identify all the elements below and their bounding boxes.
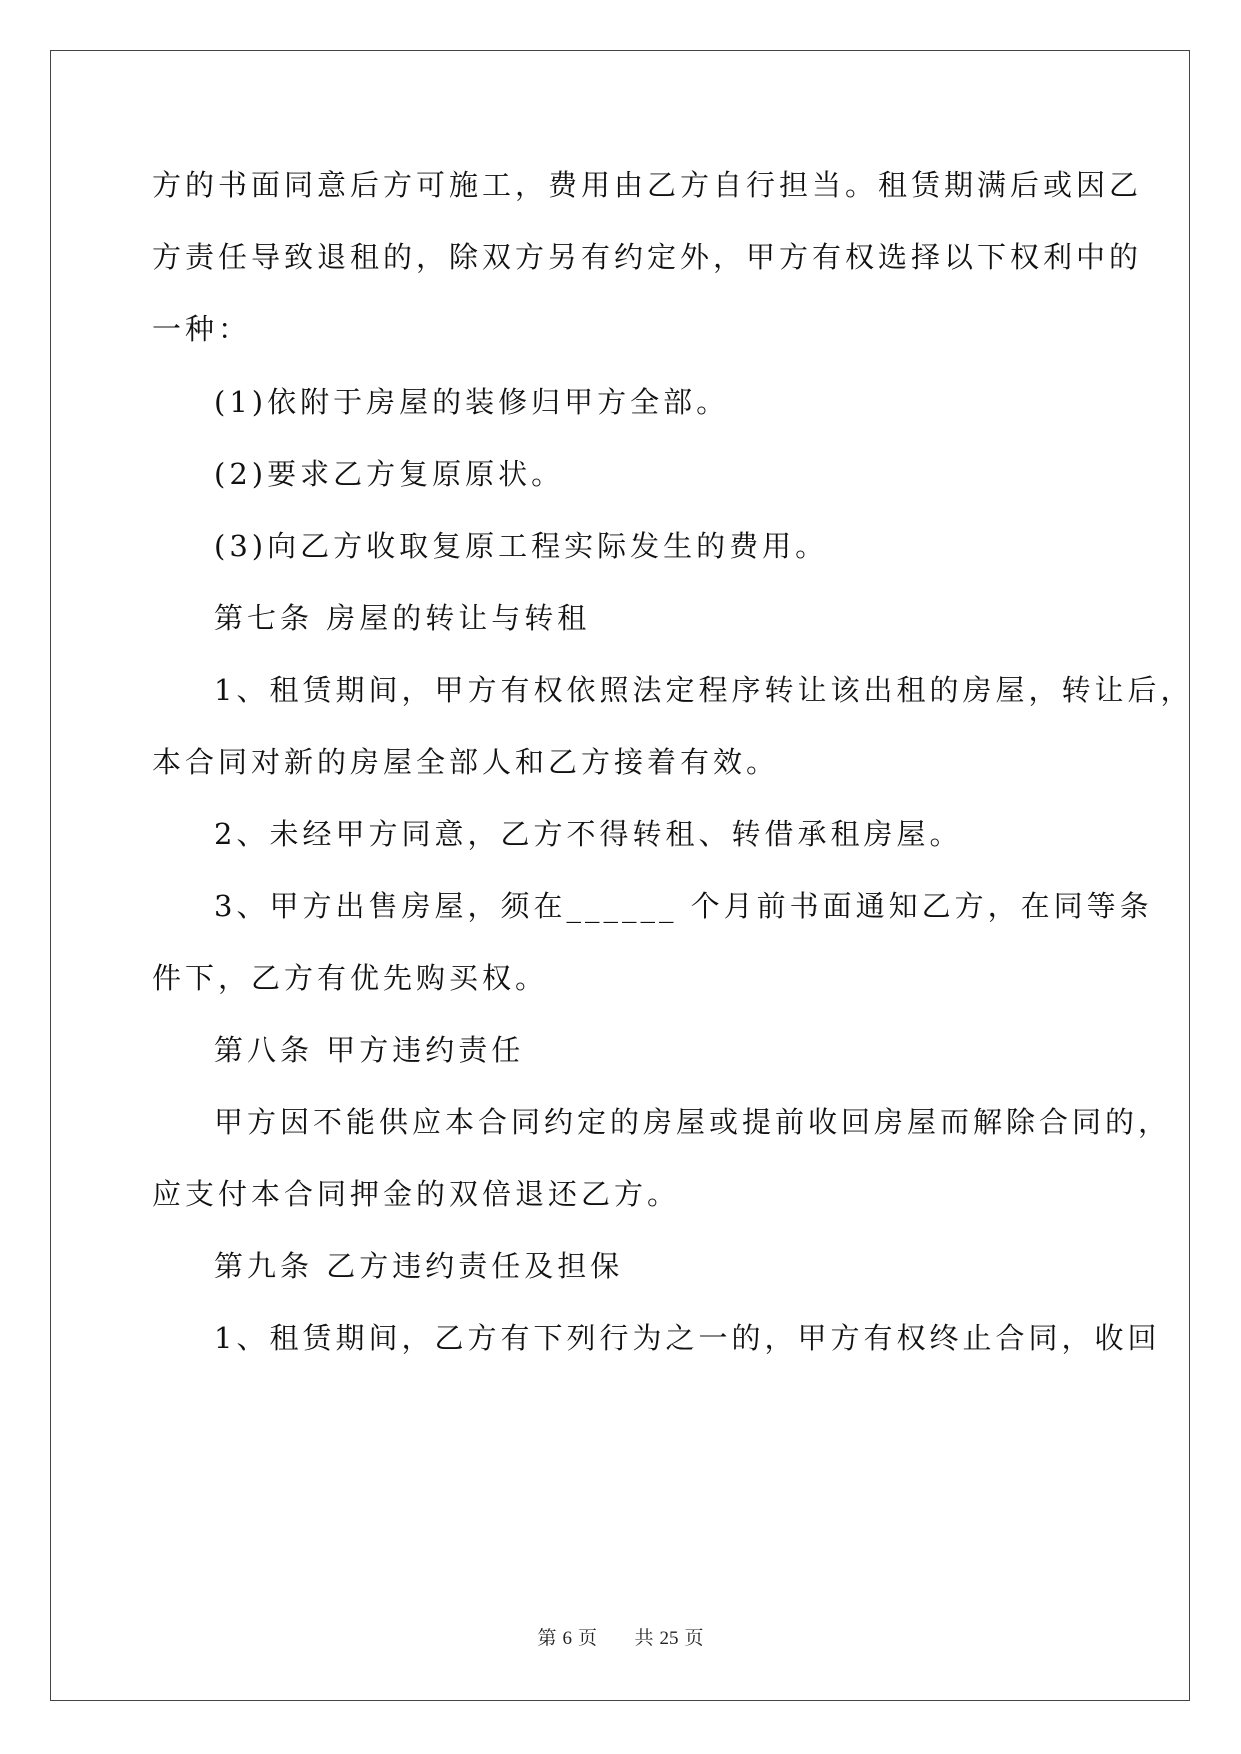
- text-line: 一种：: [152, 312, 252, 346]
- text-line: 方责任导致退租的，除双方另有约定外，甲方有权选择以下权利中的: [152, 240, 1143, 274]
- section-heading: 第八条 甲方违约责任: [214, 1033, 525, 1067]
- page-border: [50, 50, 1190, 1701]
- text-line: 件下，乙方有优先购买权。: [152, 961, 549, 995]
- page-footer: [0, 1623, 1241, 1650]
- text-line: (2)要求乙方复原原状。: [214, 457, 565, 491]
- text-line: 2、未经甲方同意，乙方不得转租、转借承租房屋。: [214, 817, 963, 851]
- text-line: 本合同对新的房屋全部人和乙方接着有效。: [152, 745, 780, 779]
- text-line: 1、租赁期间，甲方有权依照法定程序转让该出租的房屋，转让后，: [214, 673, 1194, 707]
- total-pages: 25: [659, 1628, 679, 1649]
- page-number: 6: [562, 1628, 572, 1649]
- footer-text: 共: [634, 1628, 654, 1649]
- text-line: (1)依附于房屋的装修归甲方全部。: [214, 385, 730, 419]
- section-heading: 第七条 房屋的转让与转租: [214, 601, 591, 635]
- text-line: 3、甲方出售房屋，须在______ 个月前书面通知乙方，在同等条: [214, 889, 1153, 923]
- footer-text: 第: [537, 1628, 557, 1649]
- text-line: (3)向乙方收取复原工程实际发生的费用。: [214, 529, 829, 563]
- text-line: 应支付本合同押金的双倍退还乙方。: [152, 1177, 681, 1211]
- page-indicator: [534, 1628, 600, 1649]
- total-indicator: [632, 1628, 707, 1649]
- footer-text: 页: [684, 1628, 704, 1649]
- section-heading: 第九条 乙方违约责任及担保: [214, 1249, 624, 1283]
- text-line: 1、租赁期间，乙方有下列行为之一的，甲方有权终止合同，收回: [214, 1321, 1161, 1355]
- text-line: 甲方因不能供应本合同约定的房屋或提前收回房屋而解除合同的，: [214, 1105, 1172, 1139]
- footer-text: 页: [577, 1628, 597, 1649]
- text-line: 方的书面同意后方可施工，费用由乙方自行担当。租赁期满后或因乙: [152, 168, 1143, 202]
